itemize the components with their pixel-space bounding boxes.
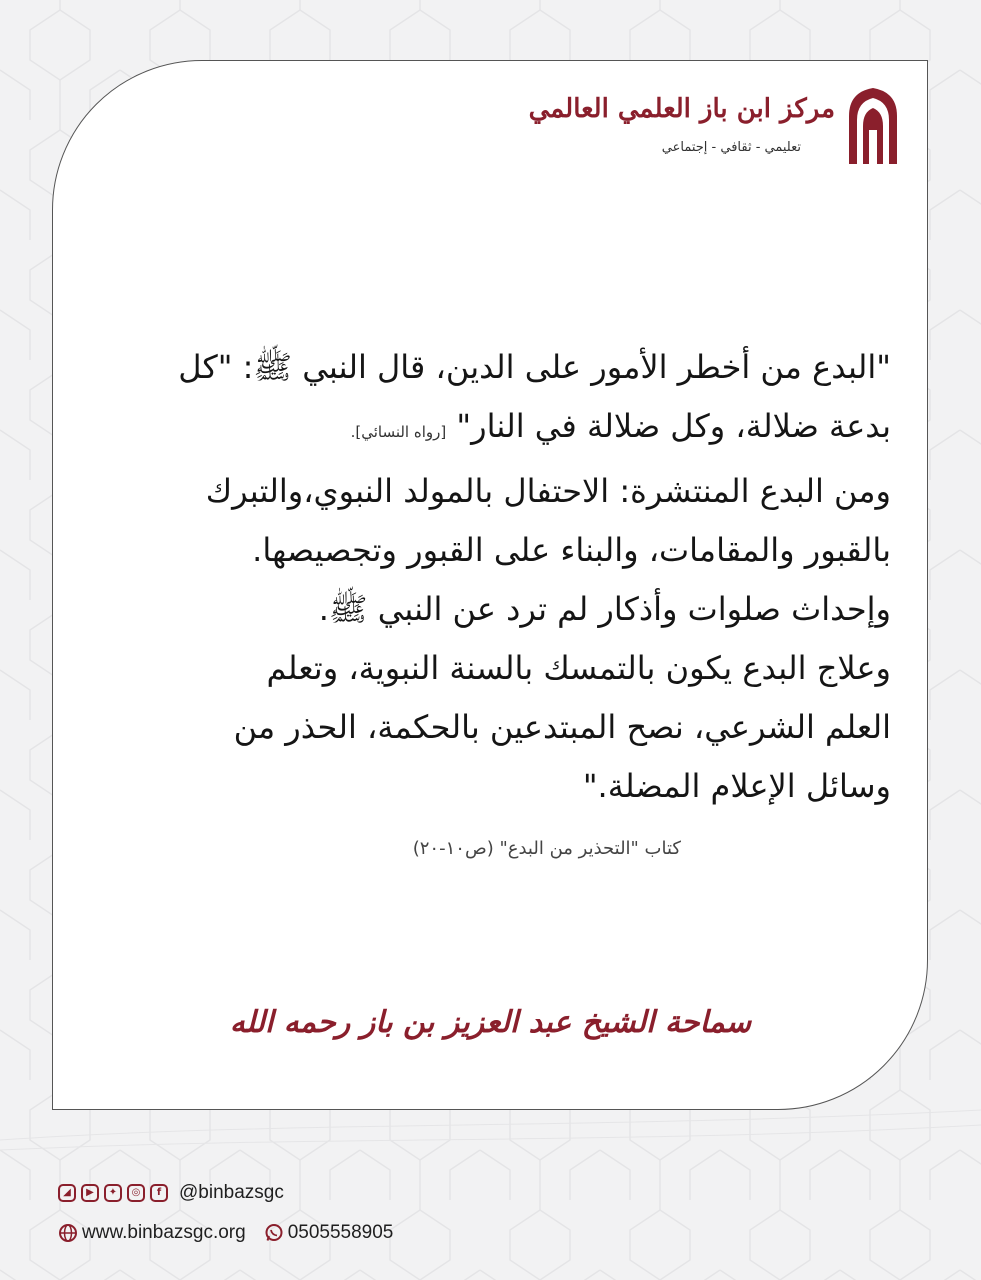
book-source: كتاب "التحذير من البدع" (ص١٠-٢٠) [412, 838, 681, 859]
brand-tagline: تعليمي - ثقافي - إجتماعي [661, 140, 801, 155]
social-handle[interactable]: @binbazsgc [179, 1182, 284, 1203]
quote-line: وإحداث صلوات وأذكار لم ترد عن النبي ﷺ. [318, 590, 891, 628]
instagram-icon[interactable]: ◎ [127, 1184, 145, 1202]
quote-line: وعلاج البدع يكون بالتمسك بالسنة النبوية، وتعلم [266, 649, 891, 687]
phone-number[interactable]: 0505558905 [287, 1222, 394, 1243]
quote-line: وسائل الإعلام المضلة." [582, 767, 891, 805]
quote-line: "البدع من أخطر الأمور على الدين، قال النبي ﷺ: "كل [178, 348, 891, 386]
mosque-arch-icon [845, 86, 901, 166]
quote-line: ومن البدع المنتشرة: الاحتفال بالمولد النبوي،والتبرك [205, 472, 891, 510]
footer [58, 1178, 393, 1250]
quote-line: العلم الشرعي، نصح المبتدعين بالحكمة، الحذر من [233, 708, 891, 746]
brand-logo [528, 86, 901, 176]
quote-text [90, 338, 891, 816]
youtube-icon[interactable]: ▶ [81, 1184, 99, 1202]
facebook-icon[interactable]: f [150, 1184, 168, 1202]
quote-line-text: بدعة ضلالة، وكل ضلالة في النار" [456, 407, 891, 445]
contact-info [58, 1216, 393, 1250]
website-link[interactable]: www.binbazsgc.org [82, 1222, 246, 1243]
brand-name: مركز ابن باز العلمي العالمي [528, 94, 835, 124]
quote-line [90, 397, 891, 462]
sheikh-signature: سماحة الشيخ عبد العزيز بن باز رحمه الله [229, 1005, 752, 1040]
telegram-icon[interactable]: ◢ [58, 1184, 76, 1202]
quote-line: بالقبور والمقامات، والبناء على القبور وتجصيصها. [252, 531, 891, 569]
whatsapp-icon [264, 1223, 284, 1243]
hadith-reference: [رواه النسائي]. [350, 423, 447, 441]
twitter-icon[interactable]: ✦ [104, 1184, 122, 1202]
social-links [58, 1178, 393, 1208]
globe-icon [58, 1223, 78, 1243]
